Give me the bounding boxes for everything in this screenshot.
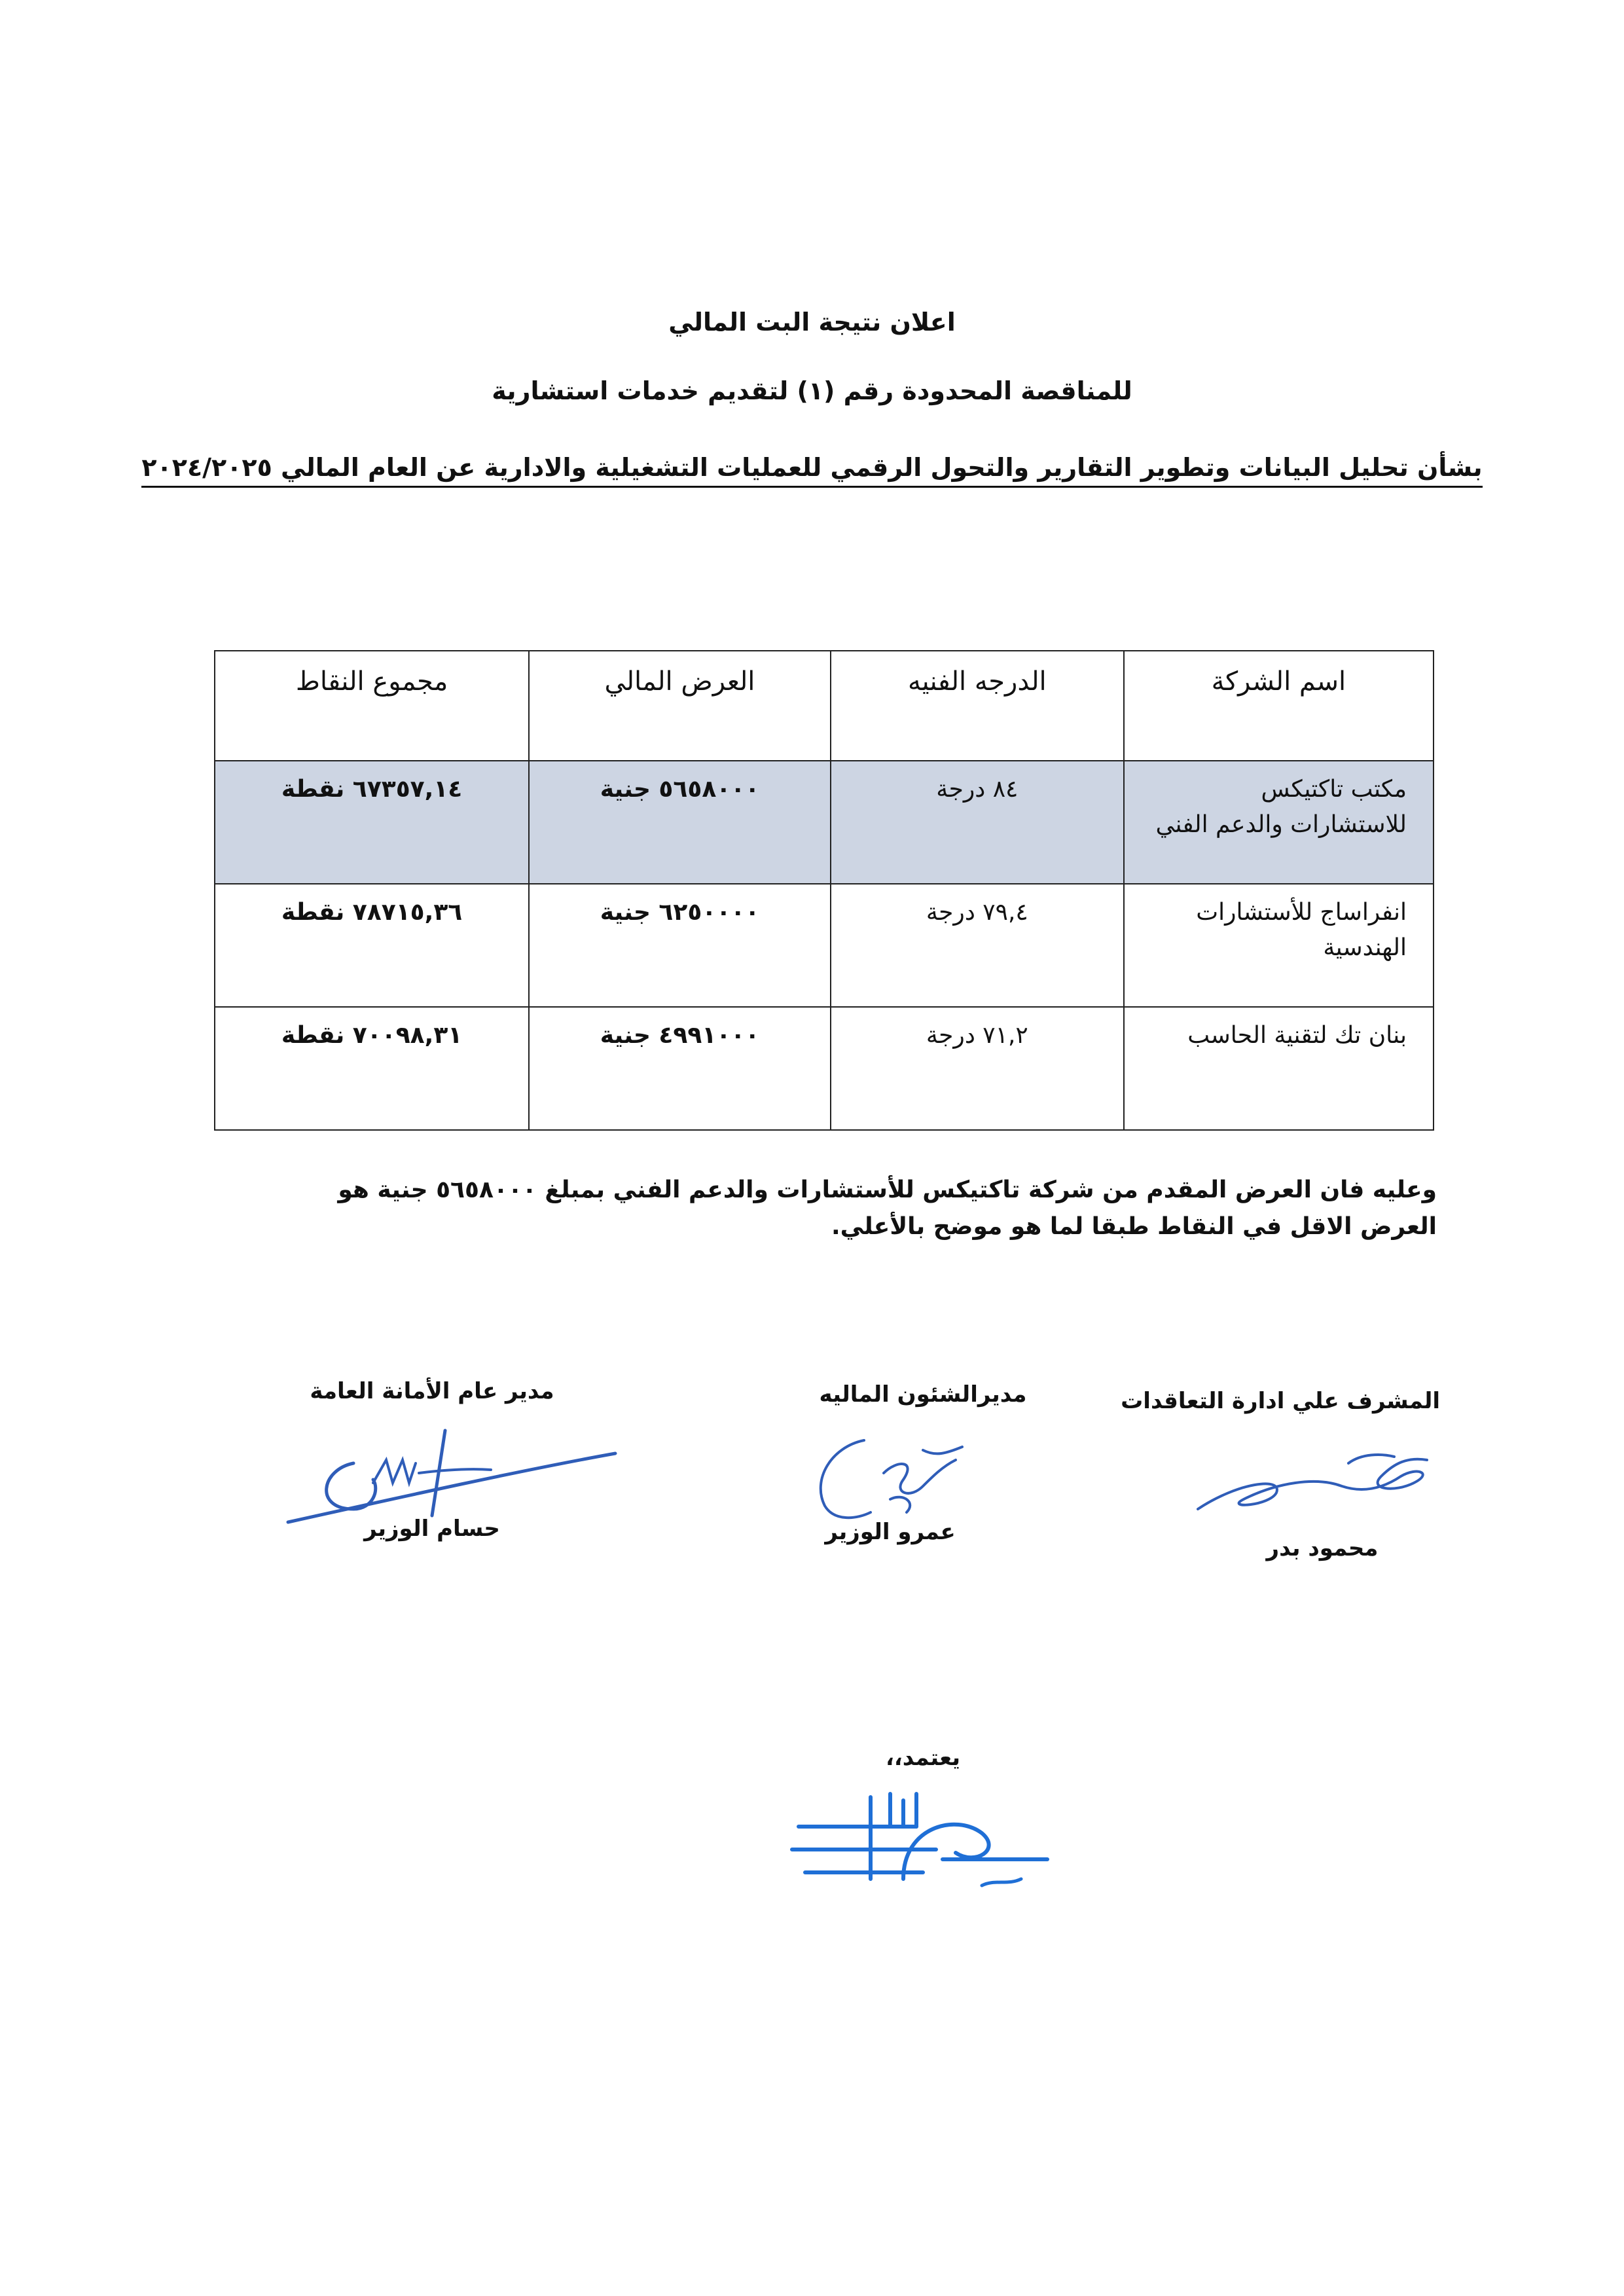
signature-title-finance: مديرالشئون الماليه (819, 1381, 1027, 1408)
header-technical: الدرجه الفنيه (831, 651, 1124, 761)
cell-technical: ٧١,٢ درجة (831, 1007, 1124, 1130)
cell-total: ٦٧٣٥٧,١٤ نقطة (215, 761, 529, 884)
cell-company: انفراساج للأستشارات الهندسية (1124, 884, 1434, 1007)
header-company: اسم الشركة (1124, 651, 1434, 761)
signature-name-finance: عمرو الوزير (825, 1519, 956, 1545)
signature-title-secretariat: مدير عام الأمانة العامة (310, 1378, 554, 1404)
document-subtitle: للمناقصة المحدودة رقم (١) لتقديم خدمات استشارية (492, 376, 1132, 405)
document-subject (0, 453, 1624, 488)
cell-total: ٧٨٧١٥,٣٦ نقطة (215, 884, 529, 1007)
signature-name-contracts: محمود بدر (1266, 1535, 1379, 1561)
conclusion-paragraph: وعليه فان العرض المقدم من شركة تاكتيكس للأستشارات والدعم الفني بمبلغ ٥٦٥٨٠٠٠ جنية هو العرض الاقل في النقاط طبقا لما هو موضح بالأعلي. (338, 1176, 1437, 1240)
cell-technical: ٧٩,٤ درجة (831, 884, 1124, 1007)
signature-contracts (1185, 1437, 1447, 1529)
cell-company: بنان تك لتقنية الحاسب (1124, 1007, 1434, 1130)
results-table (214, 650, 1434, 1131)
approval-label: يعتمد،، (885, 1745, 961, 1771)
cell-financial: ٥٦٥٨٠٠٠ جنية (529, 761, 831, 884)
cell-total: ٧٠٠٩٨,٣١ نقطة (215, 1007, 529, 1130)
cell-financial: ٦٢٥٠٠٠٠ جنية (529, 884, 831, 1007)
table-header-row (215, 651, 1434, 761)
cell-technical: ٨٤ درجة (831, 761, 1124, 884)
header-financial: العرض المالي (529, 651, 831, 761)
document-title: اعلان نتيجة البت المالي (668, 308, 956, 337)
signature-title-contracts: المشرف علي ادارة التعاقدات (1121, 1388, 1440, 1414)
table-row (215, 761, 1434, 884)
cell-company: مكتب تاكتيكس للاستشارات والدعم الفني (1124, 761, 1434, 884)
header-total: مجموع النقاط (215, 651, 529, 761)
document-subject-text: بشأن تحليل البيانات وتطوير التقارير والتحول الرقمي للعمليات التشغيلية والادارية عن العام المالي ٢٠٢٤/٢٠٢٥ (141, 453, 1482, 488)
table-row (215, 884, 1434, 1007)
signature-name-secretariat: حسام الوزير (364, 1516, 500, 1542)
cell-financial: ٤٩٩١٠٠٠ جنية (529, 1007, 831, 1130)
approval-signature (785, 1787, 1060, 1899)
table-row (215, 1007, 1434, 1130)
